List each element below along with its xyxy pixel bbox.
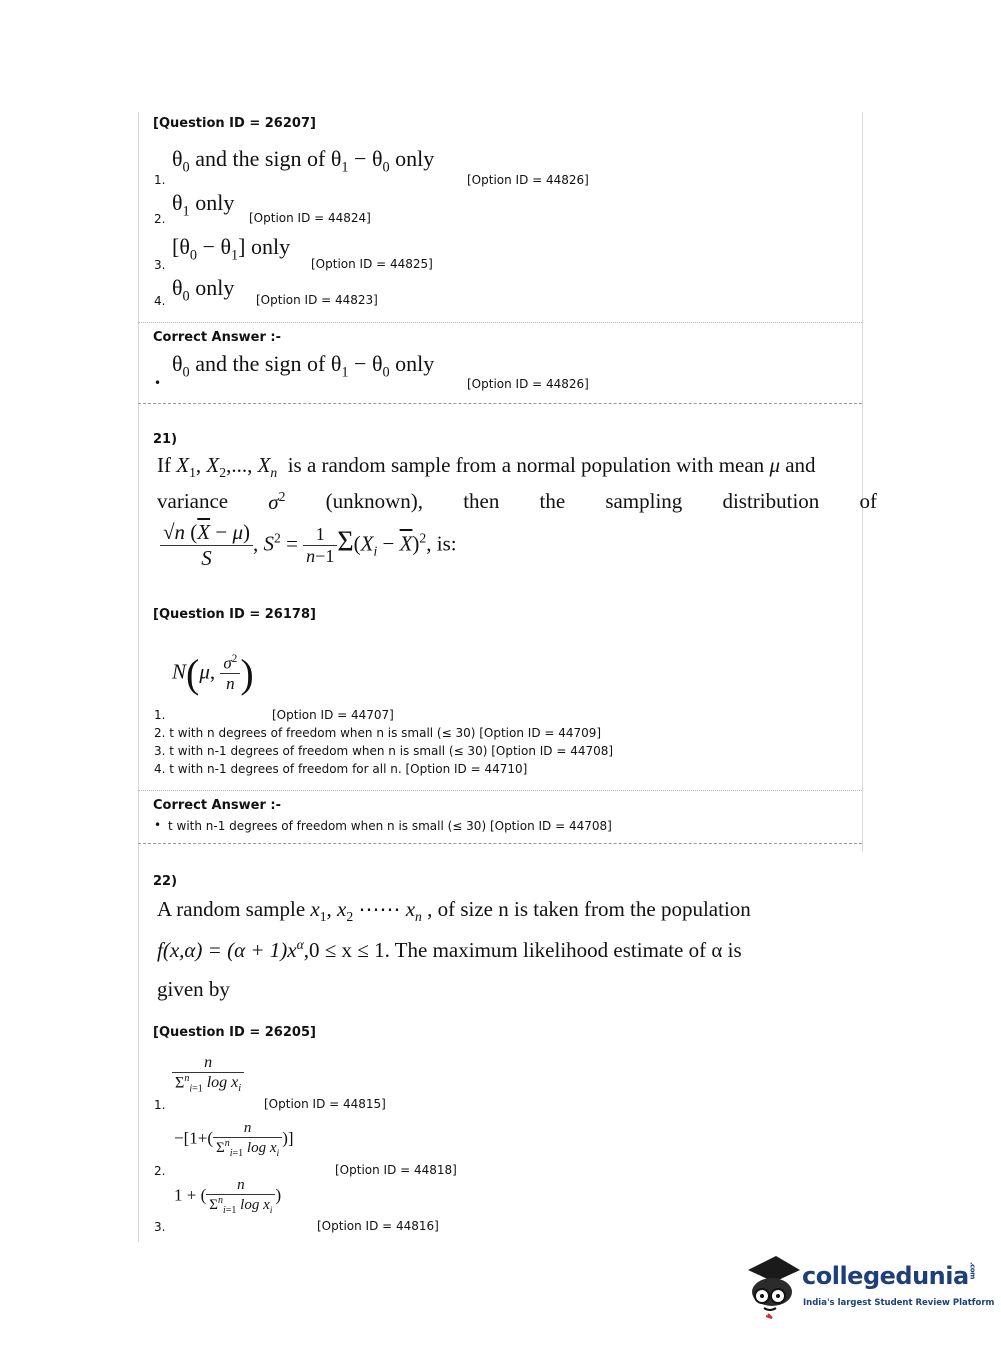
- option-number: 2.: [154, 212, 166, 226]
- word: distribution: [722, 489, 820, 513]
- question-number: 21): [153, 432, 178, 447]
- option-number: 4.: [154, 294, 166, 308]
- question-text-line-3: $\frac{√n (\overline{X} - \mu)}{S}$ , $S^2$ = $\frac{1}{n-1}$ $\Sigma(X_i - \overline{X})^2$, is:: [160, 520, 457, 571]
- option-id: [Option ID = 44826]: [467, 173, 589, 187]
- bullet: •: [154, 376, 162, 390]
- option-1-math: $\frac{n}{\Sigma^n_{i=1} \log x_i}$: [172, 1054, 244, 1095]
- option-1-math: $\theta_0$ and the sign of $\theta_1 - \theta_0$ only: [172, 146, 435, 176]
- option-1-math: N(μ, $\frac{\sigma^2}{n}$ ): [172, 651, 254, 696]
- frame-right-border: [862, 112, 863, 852]
- correct-answer-math: $\theta_0$ and the sign of $\theta_1 - \theta_0$ only: [172, 351, 435, 381]
- text: f(x,α) = (α + 1)x: [157, 938, 297, 962]
- option-2-math: $\theta_1$ only: [172, 190, 235, 220]
- option-id: [Option ID = 44825]: [311, 257, 433, 271]
- option-number: 1.: [154, 1098, 166, 1112]
- option-3-math: 1 + ( $\frac{n}{\Sigma^n_{i=1} \log x_i}$ ): [174, 1177, 282, 1216]
- question-separator: [138, 403, 862, 404]
- question-id: [Question ID = 26205]: [153, 1025, 316, 1040]
- question-number: 22): [153, 874, 178, 889]
- collegedunia-logo[interactable]: [742, 1248, 995, 1320]
- option-4-math: $\theta_0$ only: [172, 275, 235, 305]
- correct-answer-label: Correct Answer :-: [153, 798, 281, 813]
- question-text-line-1: A random sample $x_1$, $x_2$ ⋯⋯ $x_n$ , of size n is taken from the population: [157, 897, 751, 925]
- brand-name: collegedunia.com: [802, 1262, 977, 1290]
- option-number: 1.: [154, 173, 166, 187]
- divider: [138, 790, 862, 791]
- bullet: •: [154, 818, 162, 832]
- word: the: [539, 489, 566, 513]
- option-2-math: −[1+( $\frac{n}{\Sigma^n_{i=1} \log x_i}$ )]: [174, 1120, 294, 1159]
- option-number: 3.: [154, 258, 166, 272]
- option-3-math: $[\theta_0 - \theta_1]$ only: [172, 234, 291, 264]
- brand-tagline: India's largest Student Review Platform: [803, 1298, 995, 1308]
- question-id: [Question ID = 26207]: [153, 116, 316, 131]
- t-statistic-fraction: $\frac{√n (\overline{X} - \mu)}{S}$: [160, 520, 253, 571]
- option-id: [Option ID = 44824]: [249, 211, 371, 225]
- option-id: [Option ID = 44707]: [272, 708, 394, 722]
- correct-answer-id: [Option ID = 44826]: [467, 377, 589, 391]
- text: ,0 ≤ x ≤ 1. The maximum likelihood estimate of α is: [303, 938, 742, 962]
- question-separator: [138, 843, 862, 844]
- option-3: 3. t with n-1 degrees of freedom when n is small (≤ 30) [Option ID = 44708]: [154, 744, 614, 758]
- option-id: [Option ID = 44818]: [335, 1163, 457, 1177]
- correct-answer-text: t with n-1 degrees of freedom when n is small (≤ 30) [Option ID = 44708]: [168, 819, 612, 833]
- option-4: 4. t with n-1 degrees of freedom for all n. [Option ID = 44710]: [154, 762, 528, 776]
- text: A random sample: [157, 897, 306, 921]
- option-number: 1.: [154, 708, 166, 722]
- word-sigma: $\sigma^2$: [268, 489, 286, 514]
- word: of: [859, 489, 877, 513]
- question-text-line-1: If $X_1$, $X_2$,..., $X_n$ is a random sample from a normal population with mean μ and: [157, 453, 816, 481]
- option-id: [Option ID = 44816]: [317, 1219, 439, 1233]
- word: variance: [157, 489, 229, 513]
- option-2: 2. t with n degrees of freedom when n is small (≤ 30) [Option ID = 44709]: [154, 726, 602, 740]
- text: of size n is taken from the population: [437, 897, 751, 921]
- divider: [138, 322, 862, 323]
- option-number: 2.: [154, 1164, 166, 1178]
- word: (unknown),: [325, 489, 424, 513]
- word: sampling: [605, 489, 683, 513]
- word: then: [463, 489, 500, 513]
- option-number: 3.: [154, 1220, 166, 1234]
- mascot-icon: [742, 1248, 802, 1320]
- option-id: [Option ID = 44823]: [256, 293, 378, 307]
- frame-left-border: [138, 112, 139, 1242]
- question-text-line-3: given by: [157, 977, 230, 1001]
- question-text-line-2: $f(x,\alpha) = (\alpha + 1)x^\alpha,0 \le x \le 1$. The maximum likelihood estimate of α is: [157, 937, 742, 962]
- question-text-line-2: [157, 489, 877, 515]
- question-id: [Question ID = 26178]: [153, 607, 316, 622]
- option-id: [Option ID = 44815]: [264, 1097, 386, 1111]
- correct-answer-label: Correct Answer :-: [153, 330, 281, 345]
